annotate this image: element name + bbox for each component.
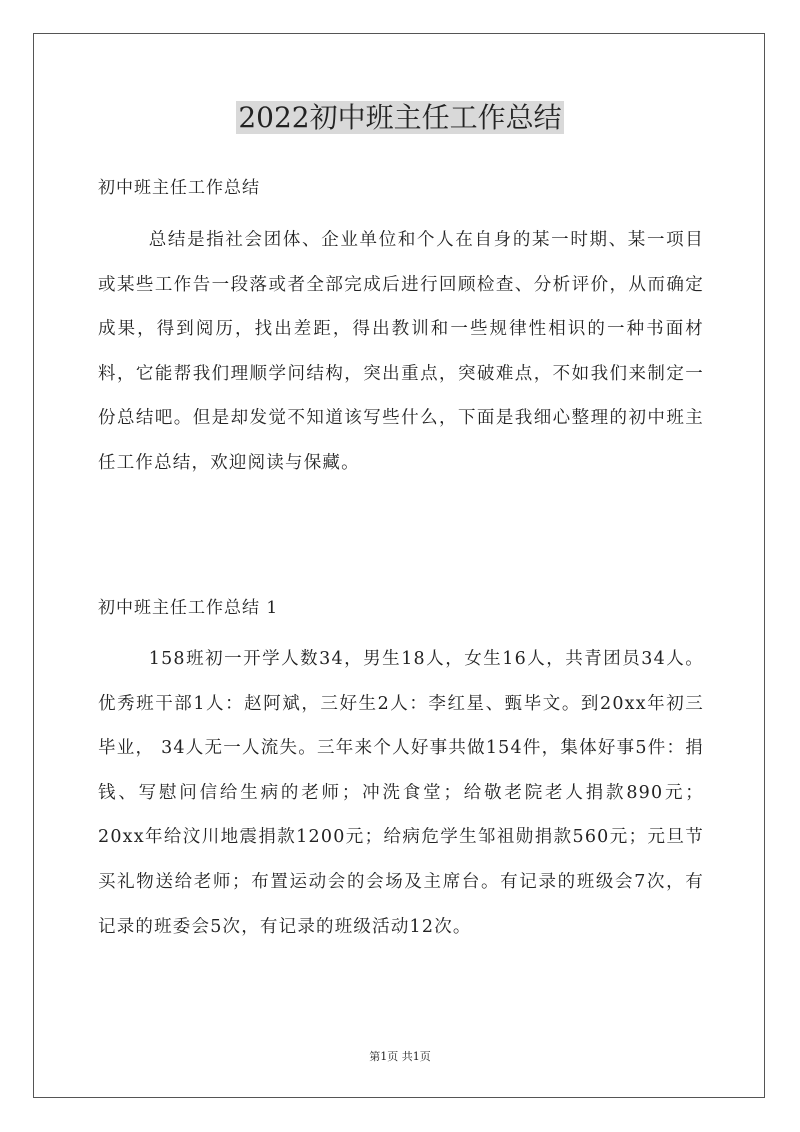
section-1-heading: 初中班主任工作总结 1 — [98, 598, 279, 618]
page-footer: 第1页 共1页 — [369, 1050, 431, 1063]
intro-heading: 初中班主任工作总结 — [98, 178, 260, 198]
document-title-text: 2022初中班主任工作总结 — [238, 101, 562, 134]
intro-paragraph: 总结是指社会团体、企业单位和个人在自身的某一时期、某一项目或某些工作告一段落或者全部完成后进行回顾检查、分析评价，从而确定成果，得到阅历，找出差距，得出教训和一些规律性相识的一种书面材料，它能帮我们理顺学问结构，突出重点，突破难点，不如我们来制定一份总结吧。但是却发觉不知道该写些什么，下面是我细心整理的初中班主任工作总结，欢迎阅读与保藏。 — [98, 230, 704, 473]
document-title — [0, 98, 800, 138]
section-1-paragraph: 158班初一开学人数34，男生18人，女生16人，共青团员34人。优秀班干部1人：赵阿斌，三好生2人：李红星、甄毕文。到20xx年初三毕业， 34人无一人流失。三年来个人好事共做154件，集体好事5件：捐钱、写慰问信给生病的老师；冲洗食堂；给敬老院老人捐款890元；20xx年给汶川地震捐款1200元；给病危学生邹祖勋捐款560元；元旦节买礼物送给老师；布置运动会的会场及主席台。有记录的班级会7次，有记录的班委会5次，有记录的班级活动12次。 — [98, 649, 704, 937]
